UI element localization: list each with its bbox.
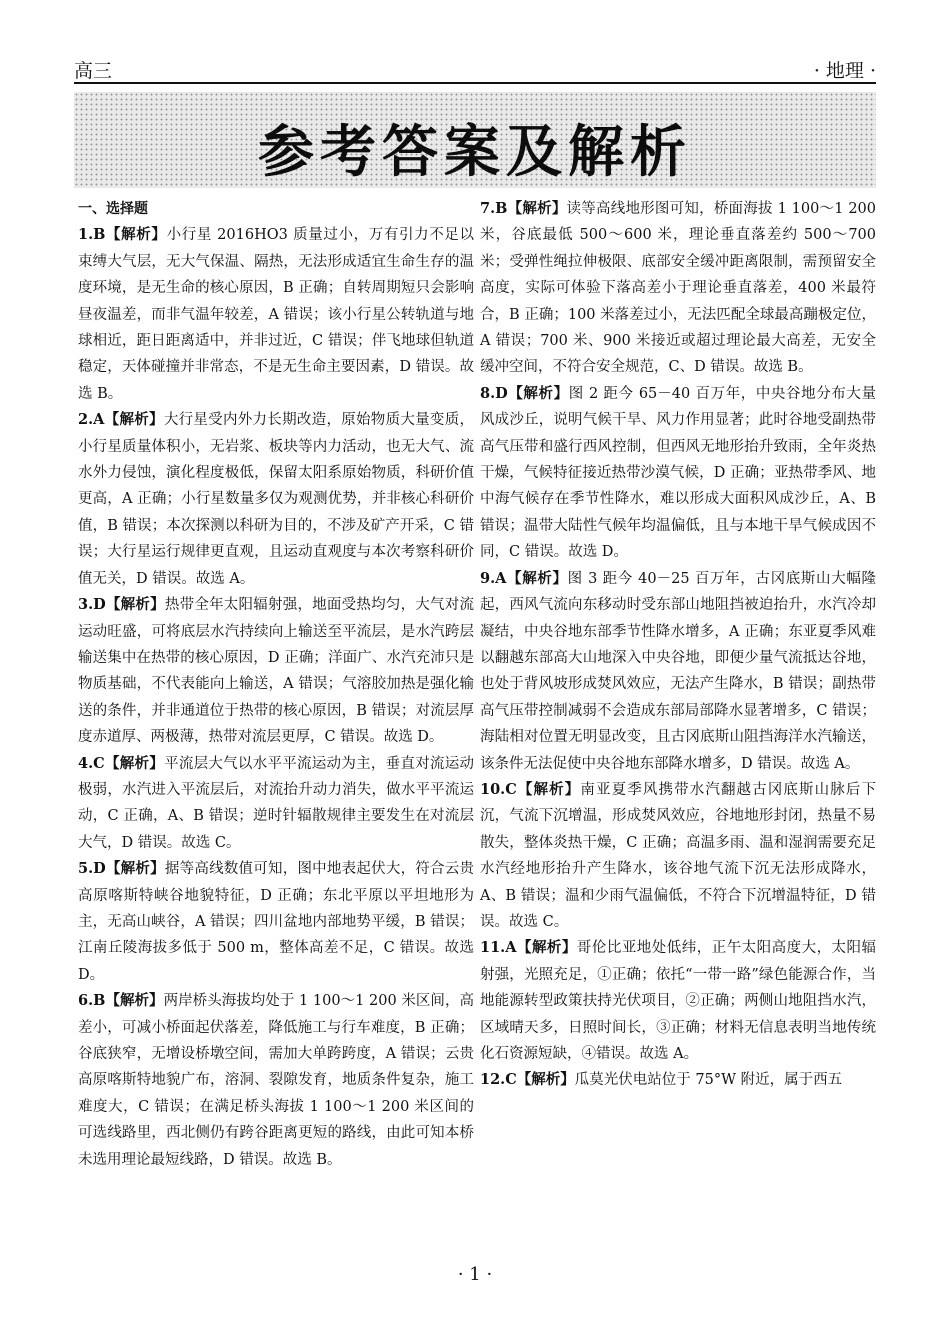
analysis-tag: 【解析】 xyxy=(104,755,165,772)
analysis-tag: 【解析】 xyxy=(105,597,165,614)
answer-item-7 xyxy=(480,196,876,381)
answer-text: 南亚夏季风携带水汽翻越古冈底斯山脉后下沉，气流下沉增温，形成焚风效应，谷地地形封闭，热量不易散失，整体炎热干燥，C 正确；高温多雨、温和湿润需要充足水汽经地形抬升产生降水，该谷地气流下沉无法形成降水，A、B 错误；温和少雨气温偏低，不符合下沉增温特征，D 错误。故选 C。 xyxy=(480,781,877,930)
answer-text: 瓜莫光伏电站位于 75°W 附近，属于西五 xyxy=(574,1072,843,1089)
analysis-tag: 【解析】 xyxy=(104,412,164,429)
answer-text: 平流层大气以水平平流运动为主，垂直对流运动极弱，水汽进入平流层后，对流抬升动力消失，做水平平流运动，C 正确，A、B 错误；逆时针辐散规律主要发生在对流层大气，D 错误。故选 C。 xyxy=(78,755,475,851)
answer-text: 小行星 2016HO3 质量过小，万有引力不足以束缚大气层，无大气保温、隔热，无法形成适宜生命生存的温度环境，是无生命的核心原因，B 正确；自转周期短只会影响昼夜温差，而非气温年较差，A 错误；该小行星公转轨道与地球相近，距日距离适中，并非过近，C 错误；伴飞地球但轨道稳定，天体碰撞并非常态，不是无生命主要因素，D 错误。故选 B。 xyxy=(78,227,474,402)
section-title: 一、选择题 xyxy=(78,201,148,217)
answer-item-3 xyxy=(78,592,474,750)
analysis-tag: 【解析】 xyxy=(105,861,165,878)
answer-item-5 xyxy=(78,856,474,988)
analysis-tag: 【解析】 xyxy=(507,201,567,217)
analysis-tag: 【解析】 xyxy=(506,570,568,587)
answer-text: 哥伦比亚地处低纬，正午太阳高度大，太阳辐射强，光照充足，①正确；依托“一带一路”绿色能源合作，当地能源转型政策扶持光伏项目，②正确；两侧山地阻挡水汽，区域晴天多，日照时间长，③正确；材料无信息表明当地传统化石资源短缺，④错误。故选 A。 xyxy=(480,940,877,1062)
answer-text: 两岸桥头海拔均处于 1 100～1 200 米区间，高差小，可减小桥面起伏落差，降低施工与行车难度，B 正确；谷底狭窄，无增设桥墩空间，需加大单跨跨度，A 错误；云贵高原喀斯特地貌广布，溶洞、裂隙发育，地质条件复杂，施工难度大，C 错误；在满足桥头海拔 1 100～1 200 米区间的可选线路里，西北侧仍有跨谷距离更短的路线，由此可知本桥未选用理论最短线路，D 错误。故选 B。 xyxy=(78,993,474,1168)
answer-number: 7.B xyxy=(480,200,508,217)
answer-number: 6.B xyxy=(78,992,106,1010)
answer-number: 9.A xyxy=(480,569,507,587)
analysis-tag: 【解析】 xyxy=(105,993,164,1010)
answer-item-9 xyxy=(480,566,876,777)
answer-item-12 xyxy=(480,1067,876,1093)
answer-item-6 xyxy=(78,988,474,1173)
answer-number: 11.A xyxy=(480,939,517,957)
answer-item-8 xyxy=(480,381,876,566)
analysis-tag: 【解析】 xyxy=(507,385,569,402)
answer-number: 12.C xyxy=(480,1071,517,1089)
answer-number: 3.D xyxy=(78,596,106,614)
answer-item-1 xyxy=(78,222,474,407)
analysis-tag: 【解析】 xyxy=(516,1072,575,1089)
analysis-tag: 【解析】 xyxy=(516,781,581,798)
answer-item-4 xyxy=(78,751,474,857)
answer-text: 图 3 距今 40－25 百万年，古冈底斯山大幅隆起，西风气流向东移动时受东部山地阻挡被迫抬升，水汽冷却凝结，中央谷地东部季节性降水增多，A 正确；东亚夏季风难以翻越东部高大山地深入中央谷地，即便少量气流抵达谷地，也处于背风坡形成焚风效应，无法产生降水，B 错误；副热带高气压带控制减弱不会造成东部局部降水显著增多，C 错误；海陆相对位置无明显改变，且古冈底斯山阻挡海洋水汽输送，该条件无法促使中央谷地东部降水增多，D 错误。故选 A。 xyxy=(480,570,877,772)
answer-item-11 xyxy=(480,935,876,1067)
answer-text: 图 2 距今 65－40 百万年，中央谷地分布大量风成沙丘，说明气候干旱、风力作用显著；此时谷地受副热带高气压带和盛行西风控制，但西风无地形抬升致雨，全年炎热干燥，气候特征接近热带沙漠气候，D 正确；亚热带季风、地中海气候存在季节性降水，难以形成大面积风成沙丘，A、B 错误；温带大陆性气候年均温偏低，且与本地干旱气候成因不同，C 错误。故选 D。 xyxy=(480,385,877,561)
answer-number: 8.D xyxy=(480,384,508,402)
answer-text: 热带全年太阳辐射强，地面受热均匀，大气对流运动旺盛，可将底层水汽持续向上输送至平流层，是水汽跨层输送集中在热带的核心原因，D 正确；洋面广、水汽充沛只是物质基础，不代表能向上输送，A 错误；气溶胶加热是强化输送的条件，并非通道位于热带的核心原因，B 错误；对流层厚度赤道厚、两极薄，热带对流层更厚，C 错误。故选 D。 xyxy=(78,597,474,746)
title-banner xyxy=(74,92,876,188)
page-header xyxy=(74,52,876,84)
right-column xyxy=(480,196,876,1094)
answer-number: 2.A xyxy=(78,411,105,429)
answer-text: 据等高线数值可知，图中地表起伏大，符合云贵高原喀斯特峡谷地貌特征，D 正确；东北平原以平坦地形为主，无高山峡谷，A 错误；四川盆地内部地势平缓，B 错误；江南丘陵海拔多低于 500 m，整体高差不足，C 错误。故选 D。 xyxy=(78,861,474,983)
answer-item-10 xyxy=(480,777,876,935)
subject-label: · 地理 · xyxy=(813,60,876,82)
page-title: 参考答案及解析 xyxy=(258,120,692,185)
answer-number: 10.C xyxy=(480,780,517,798)
grade-label: 高三 xyxy=(74,60,113,82)
answer-item-2 xyxy=(78,407,474,592)
left-column xyxy=(78,196,474,1173)
analysis-tag: 【解析】 xyxy=(105,227,167,244)
answer-text: 大行星受内外力长期改造，原始物质大量变质，小行星质量体积小，无岩浆、板块等内力活动，也无大气、流水外力侵蚀，演化程度极低，保留太阳系原始物质，科研价值更高，A 正确；小行星数量多仅为观测优势，并非核心科研价值，B 错误；本次探测以科研为目的，不涉及矿产开采，C 错误；大行星运行规律更直观，且运动直观度与本次考察科研价值无关，D 错误。故选 A。 xyxy=(78,412,474,587)
answer-number: 1.B xyxy=(78,226,106,244)
analysis-tag: 【解析】 xyxy=(516,940,577,957)
answer-number: 4.C xyxy=(78,754,105,772)
answer-number: 5.D xyxy=(78,860,106,878)
page-number: · 1 · xyxy=(457,1264,493,1285)
answer-text: 读等高线地形图可知，桥面海拔 1 100～1 200米，谷底最低 500～600 米，理论垂直落差约 500～700 米；受弹性绳拉伸极限、底部安全缓冲距离限制，需预留安全高度，实际可体验下落高差小于理论垂直落差，400 米最符合，B 正确；100 米落差过小，无法匹配全球最高蹦极定位，A 错误；700 米、900 米接近或超过理论最大高差，无安全缓冲空间，不符合安全规范，C、D 错误。故选 B。 xyxy=(480,201,876,376)
